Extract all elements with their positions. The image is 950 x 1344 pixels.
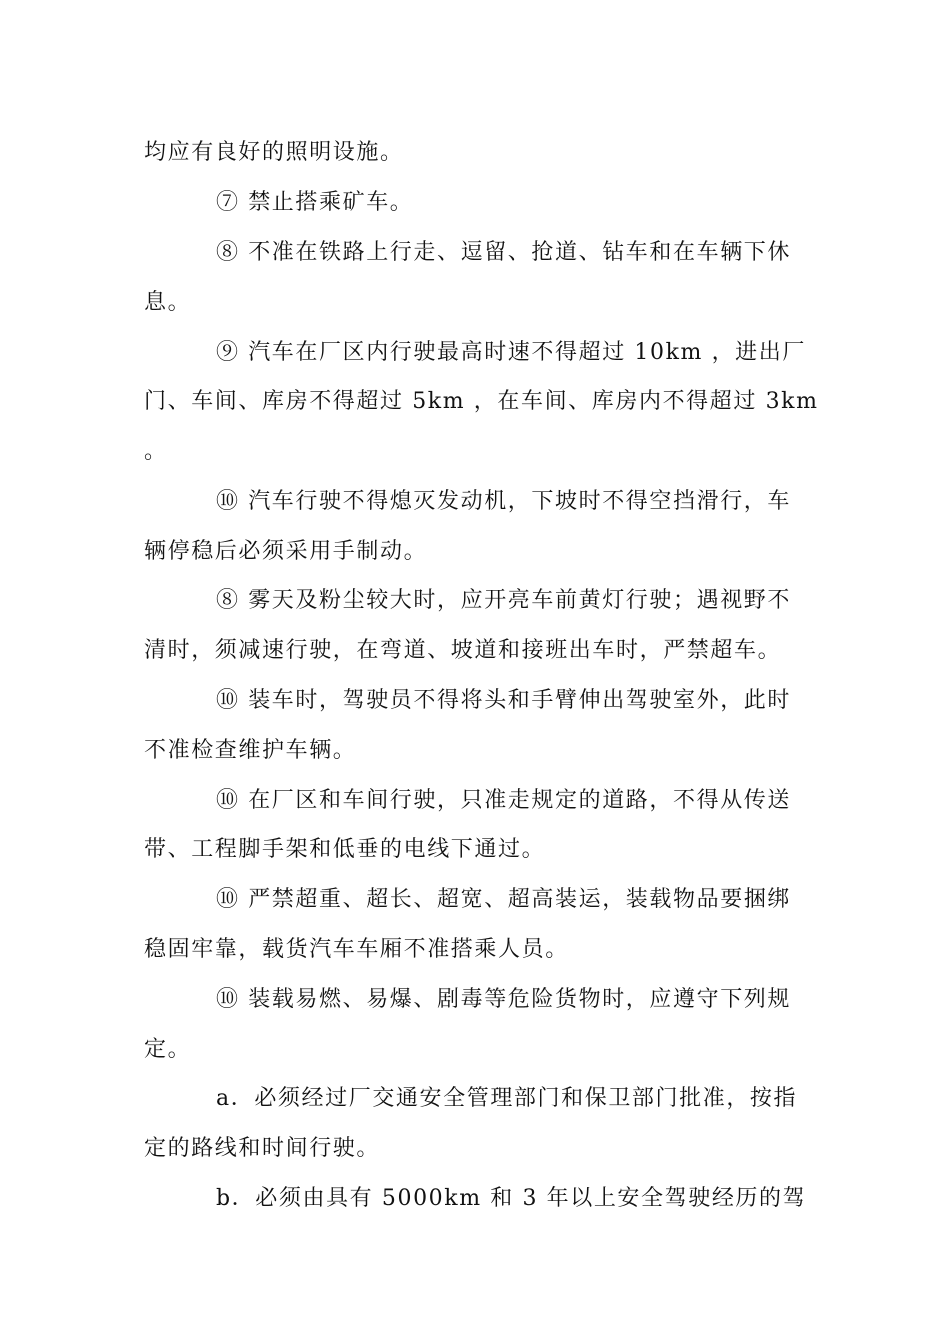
text-line: ⑩ 汽车行驶不得熄灭发动机，下坡时不得空挡滑行，车: [216, 489, 791, 514]
text-line: 带、工程脚手架和低垂的电线下通过。: [144, 837, 546, 862]
text-line: ⑩ 严禁超重、超长、超宽、超高装运，装载物品要捆绑: [216, 887, 791, 912]
text-line: 均应有良好的照明设施。: [144, 140, 404, 165]
text-line: 稳固牢靠，载货汽车车厢不准搭乘人员。: [144, 937, 569, 962]
text-line: b．必须由具有 5000km 和 3 年以上安全驾驶经历的驾: [216, 1186, 807, 1211]
text-line: 不准检查维护车辆。: [144, 738, 357, 763]
text-line: ⑧ 不准在铁路上行走、逗留、抢道、钻车和在车辆下休: [216, 240, 791, 265]
text-line: 清时，须减速行驶，在弯道、坡道和接班出车时，严禁超车。: [144, 638, 782, 663]
text-line: ⑩ 装载易燃、易爆、剧毒等危险货物时，应遵守下列规: [216, 987, 791, 1012]
text-line: ⑨ 汽车在厂区内行驶最高时速不得超过 10km ，进出厂: [216, 340, 806, 365]
text-line: 。: [144, 439, 168, 464]
text-line: ⑩ 装车时，驾驶员不得将头和手臂伸出驾驶室外，此时: [216, 688, 791, 713]
text-line: 定。: [144, 1037, 192, 1062]
text-line: ⑧ 雾天及粉尘较大时，应开亮车前黄灯行驶；遇视野不: [216, 588, 791, 613]
text-line: 息。: [144, 290, 192, 315]
text-line: a．必须经过厂交通安全管理部门和保卫部门批准，按指: [216, 1086, 798, 1111]
text-line: 门、车间、库房不得超过 5km ，在车间、库房内不得超过 3km: [144, 389, 819, 414]
text-line: 辆停稳后必须采用手制动。: [144, 539, 428, 564]
text-line: ⑦ 禁止搭乘矿车。: [216, 190, 414, 215]
text-line: 定的路线和时间行驶。: [144, 1136, 381, 1161]
text-line: ⑩ 在厂区和车间行驶，只准走规定的道路，不得从传送: [216, 788, 791, 813]
